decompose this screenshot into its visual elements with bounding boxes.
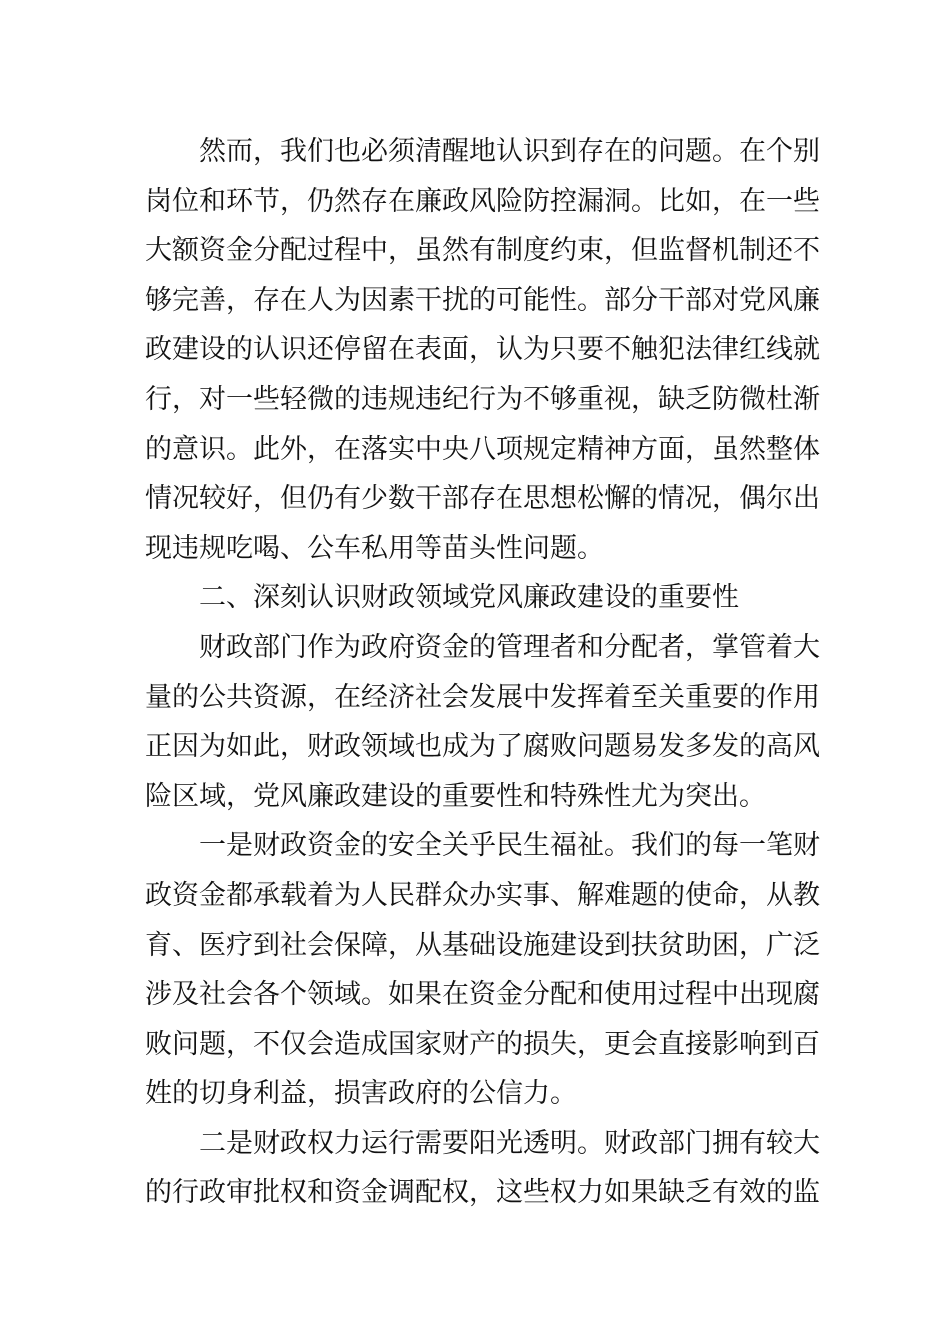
paragraph-line: 行，对一些轻微的违规违纪行为不够重视，缺乏防微杜渐: [145, 383, 820, 415]
paragraph-line: 败问题，不仅会造成国家财产的损失，更会直接影响到百: [145, 1028, 820, 1060]
paragraph-line: 险区域，党风廉政建设的重要性和特殊性尤为突出。: [145, 780, 766, 812]
paragraph-line: 大额资金分配过程中，虽然有制度约束，但监督机制还不: [145, 235, 820, 267]
paragraph-line: 现违规吃喝、公车私用等苗头性问题。: [145, 532, 604, 564]
paragraph-line: 正因为如此，财政领域也成为了腐败问题易发多发的高风: [145, 731, 820, 763]
paragraph-line: 育、医疗到社会保障，从基础设施建设到扶贫助困，广泛: [145, 929, 820, 961]
body-text: [145, 127, 820, 1218]
paragraph-line: 政建设的认识还停留在表面，认为只要不触犯法律红线就: [145, 334, 820, 366]
paragraph-first-line: 二是财政权力运行需要阳光透明。财政部门拥有较大: [199, 1127, 820, 1159]
paragraph-line: 的意识。此外，在落实中央八项规定精神方面，虽然整体: [145, 433, 820, 465]
paragraph-line: 的行政审批权和资金调配权，这些权力如果缺乏有效的监: [145, 1177, 820, 1209]
paragraph-line: 姓的切身利益，损害政府的公信力。: [145, 1078, 577, 1110]
paragraph-line: 量的公共资源，在经济社会发展中发挥着至关重要的作用: [145, 681, 820, 713]
paragraph-line: 够完善，存在人为因素干扰的可能性。部分干部对党风廉: [145, 284, 820, 316]
paragraph-first-line: 财政部门作为政府资金的管理者和分配者，掌管着大: [199, 631, 820, 663]
paragraph-first-line: 二、深刻认识财政领域党风廉政建设的重要性: [199, 582, 739, 614]
paragraph-first-line: 然而，我们也必须清醒地认识到存在的问题。在个别: [199, 136, 820, 167]
paragraph-line: 政资金都承载着为人民群众办实事、解难题的使命，从教: [145, 879, 820, 911]
paragraph-line: 岗位和环节，仍然存在廉政风险防控漏洞。比如，在一些: [145, 185, 820, 217]
paragraph-line: 情况较好，但仍有少数干部存在思想松懈的情况，偶尔出: [145, 483, 820, 515]
paragraph-first-line: 一是财政资金的安全关乎民生福祉。我们的每一笔财: [199, 830, 820, 862]
paragraph-line: 涉及社会各个领域。如果在资金分配和使用过程中出现腐: [145, 979, 820, 1011]
